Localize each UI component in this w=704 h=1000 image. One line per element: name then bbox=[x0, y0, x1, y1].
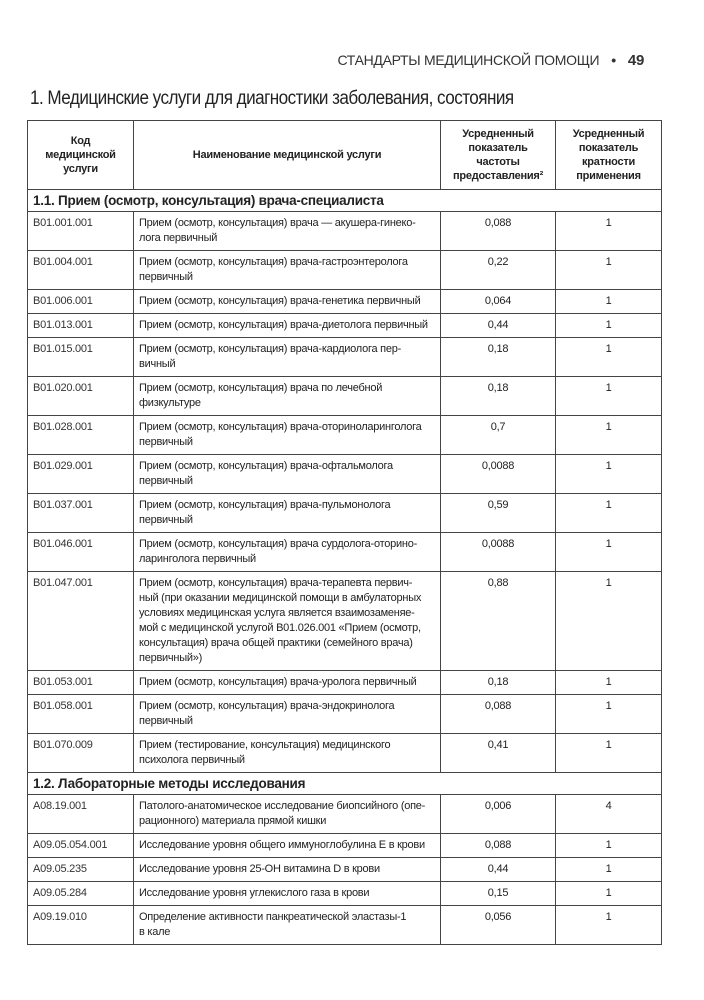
multiplicity-value: 1 bbox=[556, 455, 662, 494]
multiplicity-value: 1 bbox=[556, 338, 662, 377]
section-heading: 1.1. Прием (осмотр, консультация) врача-специалиста bbox=[28, 190, 662, 212]
service-code: B01.004.001 bbox=[28, 251, 134, 290]
service-name: Прием (осмотр, консультация) врача-терапевта первич- ный (при оказании медицинской помощи в амбулаторных условиях медицинская услуга является взаимозаменяе- мой с медицинской услугой B01.026.001 «Прием (осмотр, консультация) врача общей практики (семейного врача) первичный») bbox=[134, 572, 441, 671]
multiplicity-value: 1 bbox=[556, 416, 662, 455]
service-code: B01.006.001 bbox=[28, 290, 134, 314]
multiplicity-value: 1 bbox=[556, 906, 662, 945]
service-name: Исследование уровня 25-OH витамина D в крови bbox=[134, 858, 441, 882]
frequency-value: 0,59 bbox=[441, 494, 556, 533]
service-name: Патолого-анатомическое исследование биопсийного (опе- рационного) материала прямой кишки bbox=[134, 795, 441, 834]
service-name: Определение активности панкреатической эластазы-1 в кале bbox=[134, 906, 441, 945]
frequency-value: 0,88 bbox=[441, 572, 556, 671]
multiplicity-value: 1 bbox=[556, 858, 662, 882]
multiplicity-value: 1 bbox=[556, 251, 662, 290]
multiplicity-value: 1 bbox=[556, 572, 662, 671]
multiplicity-value: 1 bbox=[556, 377, 662, 416]
section-row bbox=[28, 190, 662, 212]
service-code: A08.19.001 bbox=[28, 795, 134, 834]
table-row bbox=[28, 906, 662, 945]
frequency-value: 0,22 bbox=[441, 251, 556, 290]
service-code: A09.05.054.001 bbox=[28, 834, 134, 858]
service-code: B01.070.009 bbox=[28, 734, 134, 773]
service-name: Прием (осмотр, консультация) врача-пульмонолога первичный bbox=[134, 494, 441, 533]
page-number: 49 bbox=[627, 52, 644, 69]
service-code: B01.028.001 bbox=[28, 416, 134, 455]
service-code: B01.015.001 bbox=[28, 338, 134, 377]
col-mult-header: Усредненный показатель кратности применения bbox=[556, 121, 662, 190]
multiplicity-value: 1 bbox=[556, 314, 662, 338]
frequency-value: 0,44 bbox=[441, 858, 556, 882]
services-table bbox=[27, 120, 662, 945]
table-row bbox=[28, 695, 662, 734]
service-name: Прием (осмотр, консультация) врача-эндокринолога первичный bbox=[134, 695, 441, 734]
service-name: Прием (осмотр, консультация) врача-диетолога первичный bbox=[134, 314, 441, 338]
table-row bbox=[28, 858, 662, 882]
frequency-value: 0,0088 bbox=[441, 455, 556, 494]
service-name: Прием (осмотр, консультация) врача-кардиолога пер- вичный bbox=[134, 338, 441, 377]
service-code: B01.053.001 bbox=[28, 671, 134, 695]
service-code: B01.058.001 bbox=[28, 695, 134, 734]
table-row bbox=[28, 377, 662, 416]
service-code: A09.19.010 bbox=[28, 906, 134, 945]
frequency-value: 0,15 bbox=[441, 882, 556, 906]
service-name: Прием (осмотр, консультация) врача-оториноларинголога первичный bbox=[134, 416, 441, 455]
table-row bbox=[28, 290, 662, 314]
service-name: Прием (осмотр, консультация) врача сурдолога-оторино- ларинголога первичный bbox=[134, 533, 441, 572]
service-code: B01.037.001 bbox=[28, 494, 134, 533]
table-header bbox=[28, 121, 662, 190]
service-code: A09.05.284 bbox=[28, 882, 134, 906]
multiplicity-value: 1 bbox=[556, 734, 662, 773]
table-row bbox=[28, 533, 662, 572]
frequency-value: 0,056 bbox=[441, 906, 556, 945]
frequency-value: 0,18 bbox=[441, 671, 556, 695]
service-code: B01.001.001 bbox=[28, 212, 134, 251]
table-row bbox=[28, 251, 662, 290]
multiplicity-value: 1 bbox=[556, 882, 662, 906]
service-name: Прием (осмотр, консультация) врача-генетика первичный bbox=[134, 290, 441, 314]
frequency-value: 0,088 bbox=[441, 695, 556, 734]
section-row bbox=[28, 773, 662, 795]
bullet: • bbox=[611, 52, 616, 68]
service-name: Прием (осмотр, консультация) врача — акушера-гинеко- лога первичный bbox=[134, 212, 441, 251]
frequency-value: 0,7 bbox=[441, 416, 556, 455]
service-name: Исследование уровня общего иммуноглобулина E в крови bbox=[134, 834, 441, 858]
running-header-text: СТАНДАРТЫ МЕДИЦИНСКОЙ ПОМОЩИ bbox=[337, 52, 600, 68]
frequency-value: 0,0088 bbox=[441, 533, 556, 572]
table-row bbox=[28, 455, 662, 494]
frequency-value: 0,44 bbox=[441, 314, 556, 338]
table-row bbox=[28, 795, 662, 834]
service-name: Прием (осмотр, консультация) врача-офтальмолога первичный bbox=[134, 455, 441, 494]
multiplicity-value: 1 bbox=[556, 212, 662, 251]
multiplicity-value: 1 bbox=[556, 834, 662, 858]
service-name: Прием (осмотр, консультация) врача по лечебной физкультуре bbox=[134, 377, 441, 416]
table-row bbox=[28, 834, 662, 858]
multiplicity-value: 1 bbox=[556, 290, 662, 314]
col-code-header: Код медицинской услуги bbox=[28, 121, 134, 190]
service-code: B01.020.001 bbox=[28, 377, 134, 416]
multiplicity-value: 1 bbox=[556, 533, 662, 572]
service-name: Прием (тестирование, консультация) медицинского психолога первичный bbox=[134, 734, 441, 773]
multiplicity-value: 1 bbox=[556, 494, 662, 533]
section-title: 1. Медицинские услуги для диагностики заболевания, состояния bbox=[30, 88, 514, 109]
frequency-value: 0,18 bbox=[441, 338, 556, 377]
table-row bbox=[28, 572, 662, 671]
col-freq-header: Усредненный показатель частоты предоставления² bbox=[441, 121, 556, 190]
table-row bbox=[28, 671, 662, 695]
multiplicity-value: 1 bbox=[556, 695, 662, 734]
service-code: B01.046.001 bbox=[28, 533, 134, 572]
table-row bbox=[28, 212, 662, 251]
table-row bbox=[28, 494, 662, 533]
service-code: A09.05.235 bbox=[28, 858, 134, 882]
service-name: Прием (осмотр, консультация) врача-гастроэнтеролога первичный bbox=[134, 251, 441, 290]
service-name: Исследование уровня углекислого газа в крови bbox=[134, 882, 441, 906]
multiplicity-value: 4 bbox=[556, 795, 662, 834]
col-name-header: Наименование медицинской услуги bbox=[134, 121, 441, 190]
running-header bbox=[337, 52, 644, 69]
frequency-value: 0,18 bbox=[441, 377, 556, 416]
table-row bbox=[28, 882, 662, 906]
service-name: Прием (осмотр, консультация) врача-уролога первичный bbox=[134, 671, 441, 695]
service-code: B01.013.001 bbox=[28, 314, 134, 338]
table-row bbox=[28, 338, 662, 377]
frequency-value: 0,064 bbox=[441, 290, 556, 314]
table-row bbox=[28, 416, 662, 455]
service-code: B01.029.001 bbox=[28, 455, 134, 494]
multiplicity-value: 1 bbox=[556, 671, 662, 695]
table-row bbox=[28, 734, 662, 773]
section-heading: 1.2. Лабораторные методы исследования bbox=[28, 773, 662, 795]
service-code: B01.047.001 bbox=[28, 572, 134, 671]
table-row bbox=[28, 314, 662, 338]
frequency-value: 0,006 bbox=[441, 795, 556, 834]
frequency-value: 0,41 bbox=[441, 734, 556, 773]
frequency-value: 0,088 bbox=[441, 212, 556, 251]
frequency-value: 0,088 bbox=[441, 834, 556, 858]
